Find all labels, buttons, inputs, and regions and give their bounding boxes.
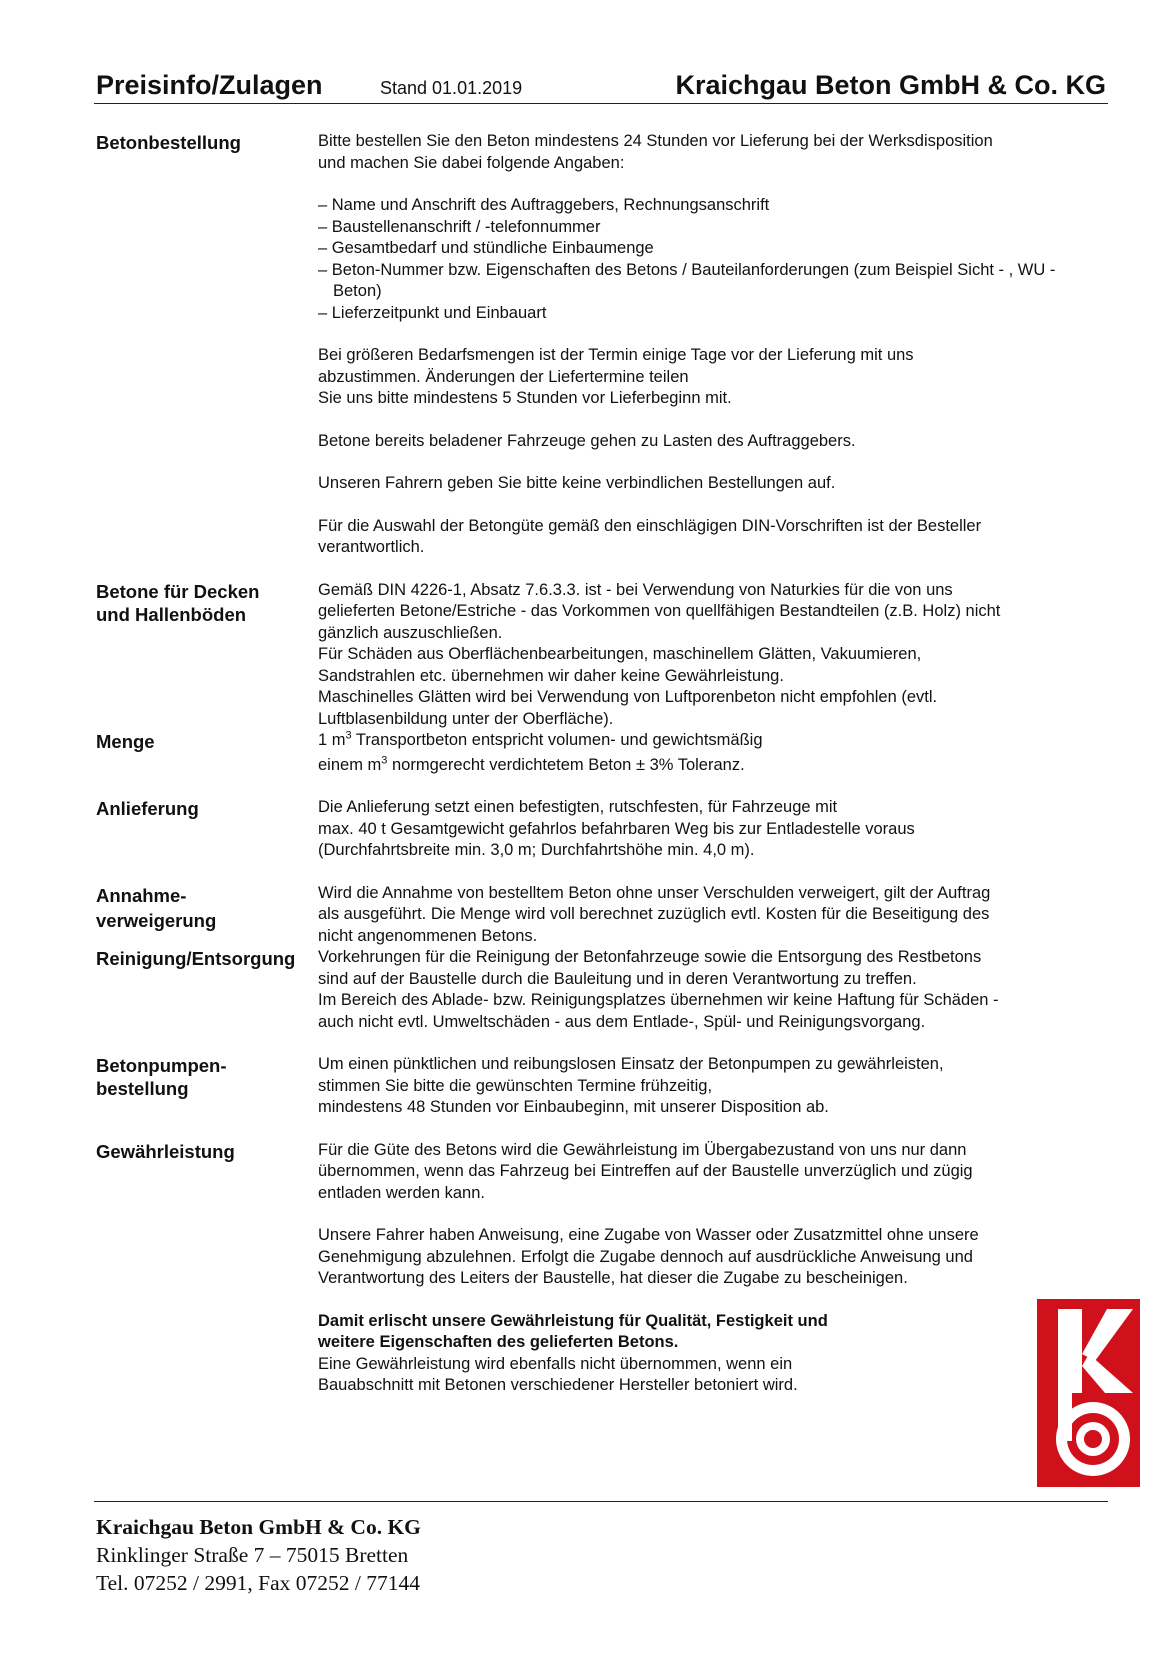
list-item: – Beton-Nummer bzw. Eigenschaften des Betons / Bauteilanforderungen (zum Beispiel Sicht - , WU - Beton)	[318, 260, 1056, 300]
footer-rule	[94, 1501, 1108, 1502]
kb-logo-icon	[1037, 1299, 1140, 1487]
list-item: – Lieferzeitpunkt und Einbauart	[318, 303, 547, 322]
paragraph: Wird die Annahme von bestelltem Beton ohne unser Verschulden verweigert, gilt der Auftrag als ausgeführt. Die Menge wird voll berechnet zuzüglich evtl. Kosten für die Beseitigung des nicht angenommenen Betons.	[318, 883, 991, 945]
footer-address: Rinklinger Straße 7 – 75015 Bretten	[96, 1543, 409, 1567]
paragraph: Unsere Fahrer haben Anweisung, eine Zugabe von Wasser oder Zusatzmittel ohne unsere Genehmigung abzulehnen. Erfolgt die Zugabe dennoch auf ausdrückliche Anweisung und Verantwortung des Leiters der Baustelle, hat dieser die Zugabe zu bescheinigen.	[318, 1226, 979, 1287]
section-label: Anlieferung	[96, 798, 199, 819]
paragraph: einem $m^3$ normgerecht verdichtetem Beton ± 3% Toleranz.	[318, 754, 745, 774]
header-rule	[94, 103, 1108, 104]
section-menge	[96, 730, 1096, 776]
paragraph: Betone bereits beladener Fahrzeuge gehen zu Lasten des Auftraggebers.	[318, 431, 856, 450]
document-title: Preisinfo/Zulagen	[96, 70, 323, 100]
page-footer	[96, 1513, 421, 1597]
paragraph: Vorkehrungen für die Reinigung der Betonfahrzeuge sowie die Entsorgung des Restbetons sind auf der Baustelle durch die Bauleitung und in deren Verantwortung zu treffen.	[318, 948, 982, 988]
section-label: Reinigung/Entsorgung	[96, 948, 296, 969]
paragraph: Um einen pünktlichen und reibungslosen Einsatz der Betonpumpen zu gewährleisten, stimmen Sie bitte die gewünschten Termine frühzeitig, mindestens 48 Stunden vor Einbaubeginn, mit unserer Disposition ab.	[318, 1055, 944, 1116]
section-label: Annahme- verweigerung	[96, 884, 217, 931]
section-anlieferung	[96, 797, 1096, 862]
section-betonpumpen	[96, 1054, 1096, 1119]
section-label: Menge	[96, 731, 155, 752]
list-item: – Baustellenanschrift / -telefonnummer	[318, 217, 601, 236]
section-label: Betonbestellung	[96, 132, 241, 153]
section-label: Betonpumpen- bestellung	[96, 1055, 227, 1099]
paragraph: Unseren Fahrern geben Sie bitte keine verbindlichen Bestellungen auf.	[318, 474, 836, 492]
paragraph: Bitte bestellen Sie den Beton mindestens 24 Stunden vor Lieferung bei der Werksdisposition und machen Sie dabei folgende Angaben:	[318, 132, 993, 172]
footer-phone: Tel. 07252 / 2991, Fax 07252 / 77144	[96, 1571, 420, 1595]
bold-paragraph: Damit erlischt unsere Gewährleistung für Qualität, Festigkeit und weitere Eigenschaften des gelieferten Betons.	[318, 1311, 828, 1351]
paragraph: Die Anlieferung setzt einen befestigten, rutschfesten, für Fahrzeuge mit max. 40 t Gesamtgewicht gefahrlos befahrbaren Weg bis zur Entladestelle voraus (Durchfahrtsbreite min. 3,0 m; Durchfahrtshöhe min. 4,0 m).	[318, 798, 915, 859]
paragraph: Für Schäden aus Oberflächenbearbeitungen, maschinellem Glätten, Vakuumieren, Sandstrahlen etc. übernehmen wir daher keine Gewährleistung.	[318, 645, 922, 685]
paragraph: Gemäß DIN 4226-1, Absatz 7.6.3.3. ist - bei Verwendung von Naturkies für die von uns gelieferten Betone/Estriche - das Vorkommen von quellfähigen Bestandteilen (z.B. Holz) nicht gänzlich auszuschließen.	[318, 580, 1001, 642]
list-item: – Gesamtbedarf und stündliche Einbaumenge	[318, 239, 654, 257]
paragraph: Für die Auswahl der Betongüte gemäß den einschlägigen DIN-Vorschriften ist der Besteller verantwortlich.	[318, 516, 982, 556]
order-info-list	[318, 195, 1096, 324]
list-item: – Name und Anschrift des Auftraggebers, Rechnungsanschrift	[318, 196, 770, 214]
header-company-name: Kraichgau Beton GmbH & Co. KG	[675, 70, 1106, 100]
paragraph: Maschinelles Glätten wird bei Verwendung von Luftporenbeton nicht empfohlen (evtl. Luftblasenbildung unter der Oberfläche).	[318, 688, 938, 728]
section-label: Gewährleistung	[96, 1140, 235, 1162]
date-stand: Stand 01.01.2019	[380, 78, 523, 98]
paragraph: Bei größeren Bedarfsmengen ist der Termin einige Tage vor der Lieferung mit uns abzustimmen. Änderungen der Liefertermine teilen Sie uns bitte mindestens 5 Stunden vor Lieferbeginn mit.	[318, 346, 914, 407]
document-body	[96, 131, 1096, 1397]
paragraph: Im Bereich des Ablade- bzw. Reinigungsplatzes übernehmen wir keine Haftung für Schäden - auch nicht evtl. Umweltschäden - aus dem Entlade-, Spül- und Reinigungsvorgang.	[318, 991, 999, 1031]
paragraph: Eine Gewährleistung wird ebenfalls nicht übernommen, wenn ein Bauabschnitt mit Betonen verschiedener Hersteller betoniert wird.	[318, 1354, 798, 1394]
page-header	[96, 70, 1106, 104]
paragraph: Für die Güte des Betons wird die Gewährleistung im Übergabezustand von uns nur dann übernommen, wenn das Fahrzeug bei Eintreffen auf der Baustelle unverzüglich und zügig entladen werden kann.	[318, 1140, 973, 1202]
section-gewaehrleistung	[96, 1140, 1096, 1397]
paragraph: 1 $m^3$ Transportbeton entspricht volumen- und gewichtsmäßig	[318, 729, 763, 749]
section-label: Betone für Decken und Hallenböden	[96, 580, 260, 625]
section-annahmeverweigerung	[96, 883, 1096, 948]
section-decken	[96, 580, 1096, 731]
section-betonbestellung	[96, 131, 1096, 559]
section-reinigung	[96, 947, 1096, 1033]
footer-company-name: Kraichgau Beton GmbH & Co. KG	[96, 1515, 421, 1539]
